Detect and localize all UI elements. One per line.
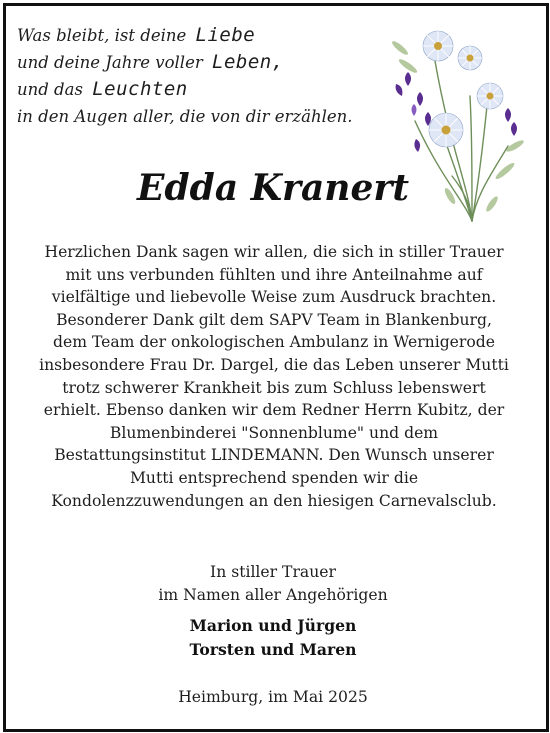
poem-line-1: Was bleibt, ist deine Liebe bbox=[17, 24, 256, 46]
poem-line-4: in den Augen aller, die von dir erzählen. bbox=[17, 107, 353, 126]
deceased-name: Edda Kranert bbox=[137, 167, 409, 209]
body-line: mit uns verbunden fühlten und ihre Anteilnahme auf bbox=[65, 265, 483, 284]
body-line: Mutti entsprechend spenden wir die bbox=[129, 468, 419, 487]
poem-highlight-word: Leuchten bbox=[92, 78, 188, 100]
thank-you-text bbox=[14, 241, 534, 512]
poem-line-3: und das Leuchten bbox=[17, 78, 188, 100]
signer-line: Torsten und Maren bbox=[189, 640, 357, 659]
body-line: Kondolenzzuwendungen an den hiesigen Carnevalsclub. bbox=[51, 491, 497, 510]
body-line: Blumenbinderei "Sonnenblume" und dem bbox=[109, 423, 439, 442]
body-line: Besonderer Dank gilt dem SAPV Team in Blankenburg, bbox=[56, 310, 492, 329]
place-and-date: Heimburg, im Mai 2025 bbox=[178, 688, 368, 706]
closing-phrase bbox=[0, 561, 546, 607]
body-line: erhielt. Ebenso danken wir dem Redner Herrn Kubitz, der bbox=[43, 401, 505, 420]
signers bbox=[0, 614, 546, 662]
poem bbox=[17, 22, 387, 130]
poem-highlight-word: Liebe bbox=[195, 24, 256, 46]
closing-line-1: In stiller Trauer bbox=[210, 563, 336, 581]
signer-line: Marion und Jürgen bbox=[189, 616, 357, 635]
body-line: vielfältige und liebevolle Weise zum Ausdruck brachten. bbox=[51, 288, 497, 307]
poem-line-2: und deine Jahre voller Leben, bbox=[17, 51, 284, 73]
poem-highlight-word: Leben, bbox=[212, 51, 284, 73]
body-line: Herzlichen Dank sagen wir allen, die sich in stiller Trauer bbox=[44, 243, 504, 261]
body-line: Bestattungsinstitut LINDEMANN. Den Wunsch unserer bbox=[54, 446, 494, 465]
body-line: insbesondere Frau Dr. Dargel, die das Leben unserer Mutti bbox=[39, 355, 509, 374]
body-line: dem Team der onkologischen Ambulanz in Wernigerode bbox=[53, 333, 495, 352]
closing-line-2: im Namen aller Angehörigen bbox=[158, 586, 388, 604]
body-line: trotz schwerer Krankheit bis zum Schluss lebenswert bbox=[62, 378, 486, 397]
